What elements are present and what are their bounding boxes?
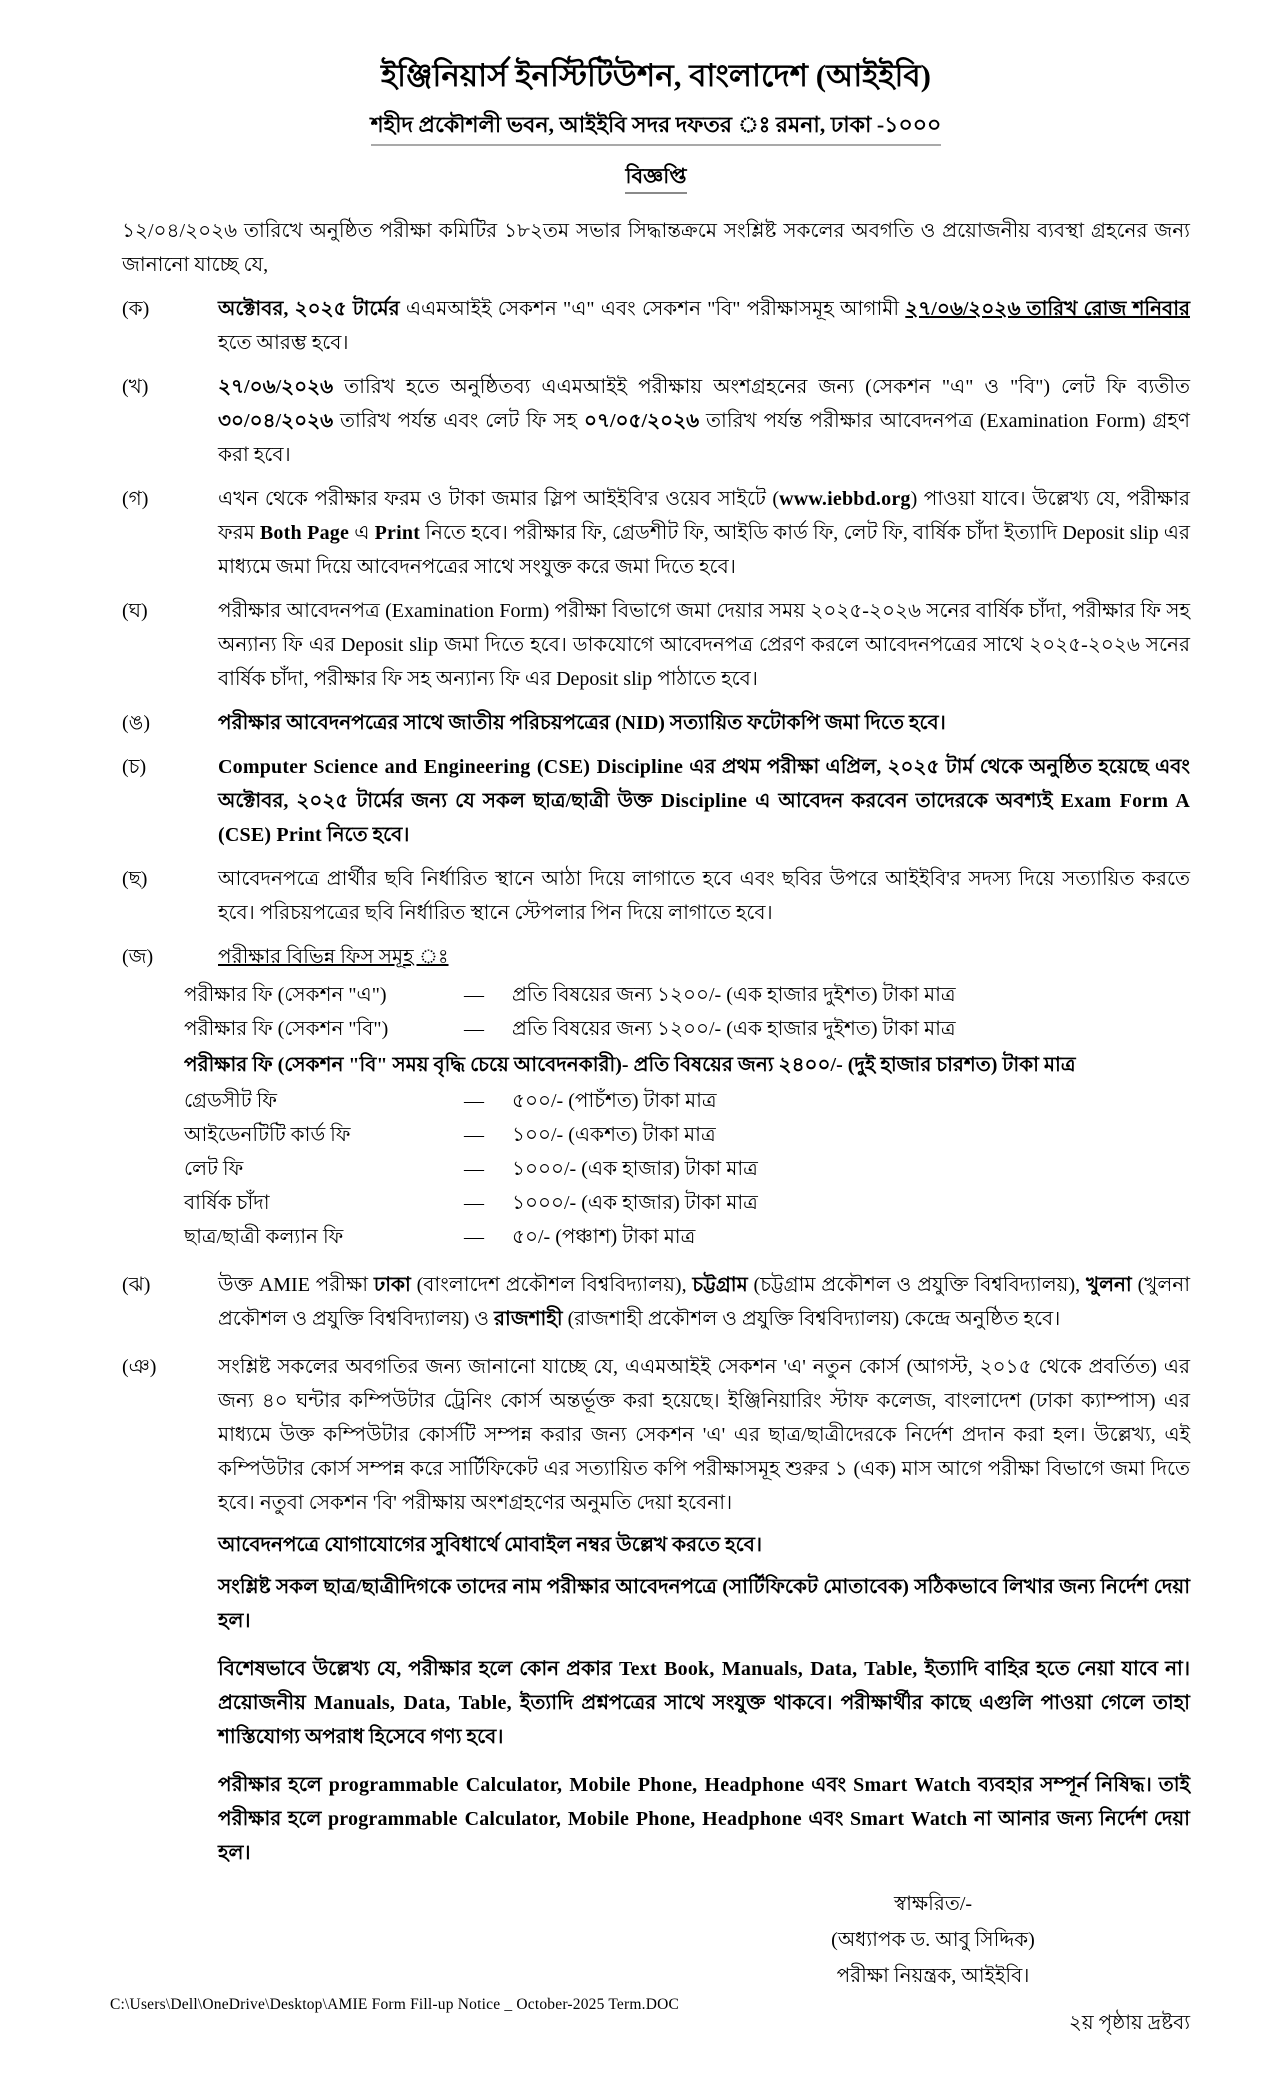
signer-name: (অধ্যাপক ড. আবু সিদ্দিক) [831,1929,1035,1951]
item-ja-fees-heading [122,940,1190,974]
item-gha [122,594,1190,696]
item-body: উক্ত AMIE পরীক্ষা ঢাকা (বাংলাদেশ প্রকৌশল বিশ্ববিদ্যালয়), চট্টগ্রাম (চট্টগ্রাম প্রকৌশল ও প্রযুক্তি বিশ্ববিদ্যালয়), খুলনা (খুলনা প্রকৌশল ও প্রযুক্তি বিশ্ববিদ্যালয়) ও রাজশাহী (রাজশাহী প্রকৌশল ও প্রযুক্তি বিশ্ববিদ্যালয়) কেন্দ্রে অনুষ্ঠিত হবে। [218,1274,1190,1330]
fees-table [184,978,1190,1254]
fee-dash: — [464,1158,484,1180]
fee-label: লেট ফি [184,1158,244,1180]
institution-title: ইঞ্জিনিয়ার্স ইনস্টিটিউশন, বাংলাদেশ (আইইবি) [381,58,931,93]
fee-label: গ্রেডসীট ফি [184,1090,277,1112]
name-as-certificate-note: সংশ্লিষ্ট সকল ছাত্র/ছাত্রীদিগকে তাদের নাম পরীক্ষার আবেদনপত্রে (সার্টিফিকেট মোতাবেক) সঠিকভাবে লিখার জন্য নির্দেশ দেয়া হল। [218,1576,1190,1632]
fee-row [184,978,1190,1012]
computer-course-paragraph: সংশ্লিষ্ট সকলের অবগতির জন্য জানানো যাচ্ছে যে, এএমআইই সেকশন 'এ' নতুন কোর্স (আগস্ট, ২০১৫ থেকে প্রবর্তিত) এর জন্য ৪০ ঘন্টার কম্পিউটার ট্রেনিং কোর্স অন্তর্ভূক্ত করা হয়েছে। ইঞ্জিনিয়ারিং স্টাফ কলেজ, বাংলাদেশ (ঢাকা ক্যাম্পাস) এর মাধ্যমে উক্ত কম্পিউটার কোর্সটি সম্পন্ন করার জন্য সেকশন 'এ' এর ছাত্র/ছাত্রীদেরকে নির্দেশ প্রদান করা হল। উল্লেখ্য, এই কম্পিউটার কোর্স সম্পন্ন করে সার্টিফিকেট এর সত্যায়িত কপি পরীক্ষাসমূহ শুরুর ১ (এক) মাস আগে পরীক্ষা বিভাগে জমা দিতে হবে। নতুবা সেকশন 'বি' পরীক্ষায় অংশগ্রহণের অনুমতি দেয়া হবেনা। [218,1356,1190,1514]
item-body: ২৭/০৬/২০২৬ তারিখ হতে অনুষ্ঠিতব্য এএমআইই পরীক্ষায় অংশগ্রহনের জন্য (সেকশন "এ" ও "বি") লেট ফি ব্যতীত ৩০/০৪/২০২৬ তারিখ পর্যন্ত এবং লেট ফি সহ ০৭/০৫/২০২৬ তারিখ পর্যন্ত পরীক্ষার আবেদনপত্র (Examination Form) গ্রহণ করা হবে। [218,376,1190,466]
prohibited-devices-paragraph: পরীক্ষার হলে programmable Calculator, Mobile Phone, Headphone এবং Smart Watch ব্যবহার সম্পূর্ন নিষিদ্ধ। তাই পরীক্ষার হলে programmable Calculator, Mobile Phone, Headphone এবং Smart Watch না আনার জন্য নির্দেশ দেয়া হল। [218,1774,1191,1864]
item-label: (ঞ) [122,1356,157,1378]
fee-row [184,1152,1190,1186]
fee-label: ছাত্র/ছাত্রী কল্যান ফি [184,1226,344,1248]
fees-heading: পরীক্ষার বিভিন্ন ফিস সমূহ ঃ [218,946,449,968]
item-body: পরীক্ষার আবেদনপত্র (Examination Form) পরীক্ষা বিভাগে জমা দেয়ার সময় ২০২৫-২০২৬ সনের বার্ষিক চাঁদা, পরীক্ষার ফি সহ অন্যান্য ফি এর Deposit slip জমা দিতে হবে। ডাকযোগে আবেদনপত্র প্রেরণ করলে আবেদনপত্রের সাথে ২০২৫-২০২৬ সনের বার্ষিক চাঁদা, পরীক্ষার ফি সহ অন্যান্য ফি এর Deposit slip পাঠাতে হবে। [218,600,1190,690]
notice-heading-text: বিজ্ঞপ্তি [625,162,686,194]
item-label: (ঝ) [122,1274,151,1296]
fee-dash: — [464,1192,484,1214]
fee-row [184,1012,1190,1046]
intro-paragraph: ১২/০৪/২০২৬ তারিখে অনুষ্ঠিত পরীক্ষা কমিটির ১৮২তম সভার সিদ্ধান্তক্রমে সংশ্লিষ্ট সকলের অবগতি ও প্রয়োজনীয় ব্যবস্থা গ্রহনের জন্য জানানো যাচ্ছে যে, [122,220,1190,276]
item-kha [122,370,1190,472]
fee-dash: — [464,1018,484,1040]
fee-value: প্রতি বিষয়ের জন্য ১২০০/- (এক হাজার দুইশত) টাকা মাত্র [512,984,956,1006]
fee-label: আইডেনটিটি কার্ড ফি [184,1124,351,1146]
signed-label: স্বাক্ষরিত/- [893,1893,973,1915]
item-label: (চ) [122,756,147,778]
fee-row [184,1118,1190,1152]
signature-block [778,1886,1088,1994]
item-body: পরীক্ষার আবেদনপত্রের সাথে জাতীয় পরিচয়পত্রের (NID) সত্যায়িত ফটোকপি জমা দিতে হবে। [218,712,946,734]
document-file-path: C:\Users\Dell\OneDrive\Desktop\AMIE Form Fill-up Notice _ October-2025 Term.DOC [110,1996,680,2013]
fee-dash: — [464,1124,484,1146]
institution-address [122,110,1190,146]
notice-heading [122,162,1190,194]
item-label: (গ) [122,488,149,510]
mobile-number-note: আবেদনপত্রে যোগাযোগের সুবিধার্থে মোবাইল নম্বর উল্লেখ করতে হবে। [218,1534,762,1556]
item-jha [122,1268,1190,1336]
fee-value: ১০০০/- (এক হাজার) টাকা মাত্র [512,1192,758,1214]
item-body: অক্টোবর, ২০২৫ টার্মের এএমআইই সেকশন "এ" এবং সেকশন "বি" পরীক্ষাসমূহ আগামী ২৭/০৬/২০২৬ তারিখ রোজ শনিবার হতে আরম্ভ হবে। [218,298,1190,354]
item-label: (ক) [122,298,150,320]
document-header [122,54,1190,194]
item-label: (ঙ) [122,712,150,734]
fee-dash: — [464,984,484,1006]
fee-row-section-b-extension: পরীক্ষার ফি (সেকশন "বি" সময় বৃদ্ধি চেয়ে আবেদনকারী)- প্রতি বিষয়ের জন্য ২৪০০/- (দুই হাজার চারশত) টাকা মাত্র [184,1054,1076,1076]
fee-value: ৫০০/- (পাচঁশত) টাকা মাত্র [512,1090,717,1112]
item-label: (জ) [122,946,154,968]
fee-label: বার্ষিক চাঁদা [184,1192,270,1214]
item-body [218,1350,1190,1638]
item-uma [122,706,1190,740]
item-ka [122,292,1190,360]
fee-value: ৫০/- (পঞ্চাশ) টাকা মাত্র [512,1226,696,1248]
fee-value: ১০০/- (একশত) টাকা মাত্র [512,1124,716,1146]
item-body: Computer Science and Engineering (CSE) Discipline এর প্রথম পরীক্ষা এপ্রিল, ২০২৫ টার্ম থেকে অনুষ্ঠিত হয়েছে এবং অক্টোবর, ২০২৫ টার্মের জন্য যে সকল ছাত্র/ছাত্রী উক্ত Discipline এ আবেদন করবেন তাদেরকে অবশ্যই Exam Form A (CSE) Print নিতে হবে। [218,756,1191,846]
fee-dash: — [464,1090,484,1112]
fee-row [184,1084,1190,1118]
see-page-2-note: ২য় পৃষ্ঠায় দ্রষ্টব্য [1068,2012,1190,2034]
item-label: (ঘ) [122,600,148,622]
item-ga [122,482,1190,584]
institution-address-text: শহীদ প্রকৌশলী ভবন, আইইবি সদর দফতর ঃ রমনা, ঢাকা -১০০০ [371,110,942,146]
fee-label: পরীক্ষার ফি (সেকশন "এ") [184,984,387,1006]
exam-hall-materials-paragraph: বিশেষভাবে উল্লেখ্য যে, পরীক্ষার হলে কোন প্রকার Text Book, Manuals, Data, Table, ইত্যাদি বাহির হতে নেয়া যাবে না। প্রয়োজনীয় Manuals, Data, Table, ইত্যাদি প্রশ্নপত্রের সাথে সংযুক্ত থাকবে। পরীক্ষার্থীর কাছে এগুলি পাওয়া গেলে তাহা শাস্তিযোগ্য অপরাধ হিসেবে গণ্য হবে। [218,1658,1190,1748]
fee-dash: — [464,1226,484,1248]
item-label: (ছ) [122,868,148,890]
fee-row [184,1186,1190,1220]
signer-designation: পরীক্ষা নিয়ন্ত্রক, আইইবি। [836,1965,1030,1987]
item-nio [122,1350,1190,1638]
item-cha [122,750,1190,852]
fee-value: ১০০০/- (এক হাজার) টাকা মাত্র [512,1158,758,1180]
item-body: আবেদনপত্রে প্রার্থীর ছবি নির্ধারিত স্থানে আঠা দিয়ে লাগাতে হবে এবং ছবির উপরে আইইবি'র সদস্য দিয়ে সত্যায়িত করতে হবে। পরিচয়পত্রের ছবি নির্ধারিত স্থানে স্টেপলার পিন দিয়ে লাগাতে হবে। [218,868,1190,924]
fee-value: প্রতি বিষয়ের জন্য ১২০০/- (এক হাজার দুইশত) টাকা মাত্র [512,1018,956,1040]
fee-label: পরীক্ষার ফি (সেকশন "বি") [184,1018,389,1040]
item-chha [122,862,1190,930]
item-body: এখন থেকে পরীক্ষার ফরম ও টাকা জমার স্লিপ আইইবি'র ওয়েব সাইটে (www.iebbd.org) পাওয়া যাবে। উল্লেখ্য যে, পরীক্ষার ফরম Both Page এ Print নিতে হবে। পরীক্ষার ফি, গ্রেডশীট ফি, আইডি কার্ড ফি, লেট ফি, বার্ষিক চাঁদা ইত্যাদি Deposit slip এর মাধ্যমে জমা দিয়ে আবেদনপত্রের সাথে সংযুক্ত করে জমা দিতে হবে। [218,488,1190,578]
fee-row [184,1220,1190,1254]
item-label: (খ) [122,376,149,398]
